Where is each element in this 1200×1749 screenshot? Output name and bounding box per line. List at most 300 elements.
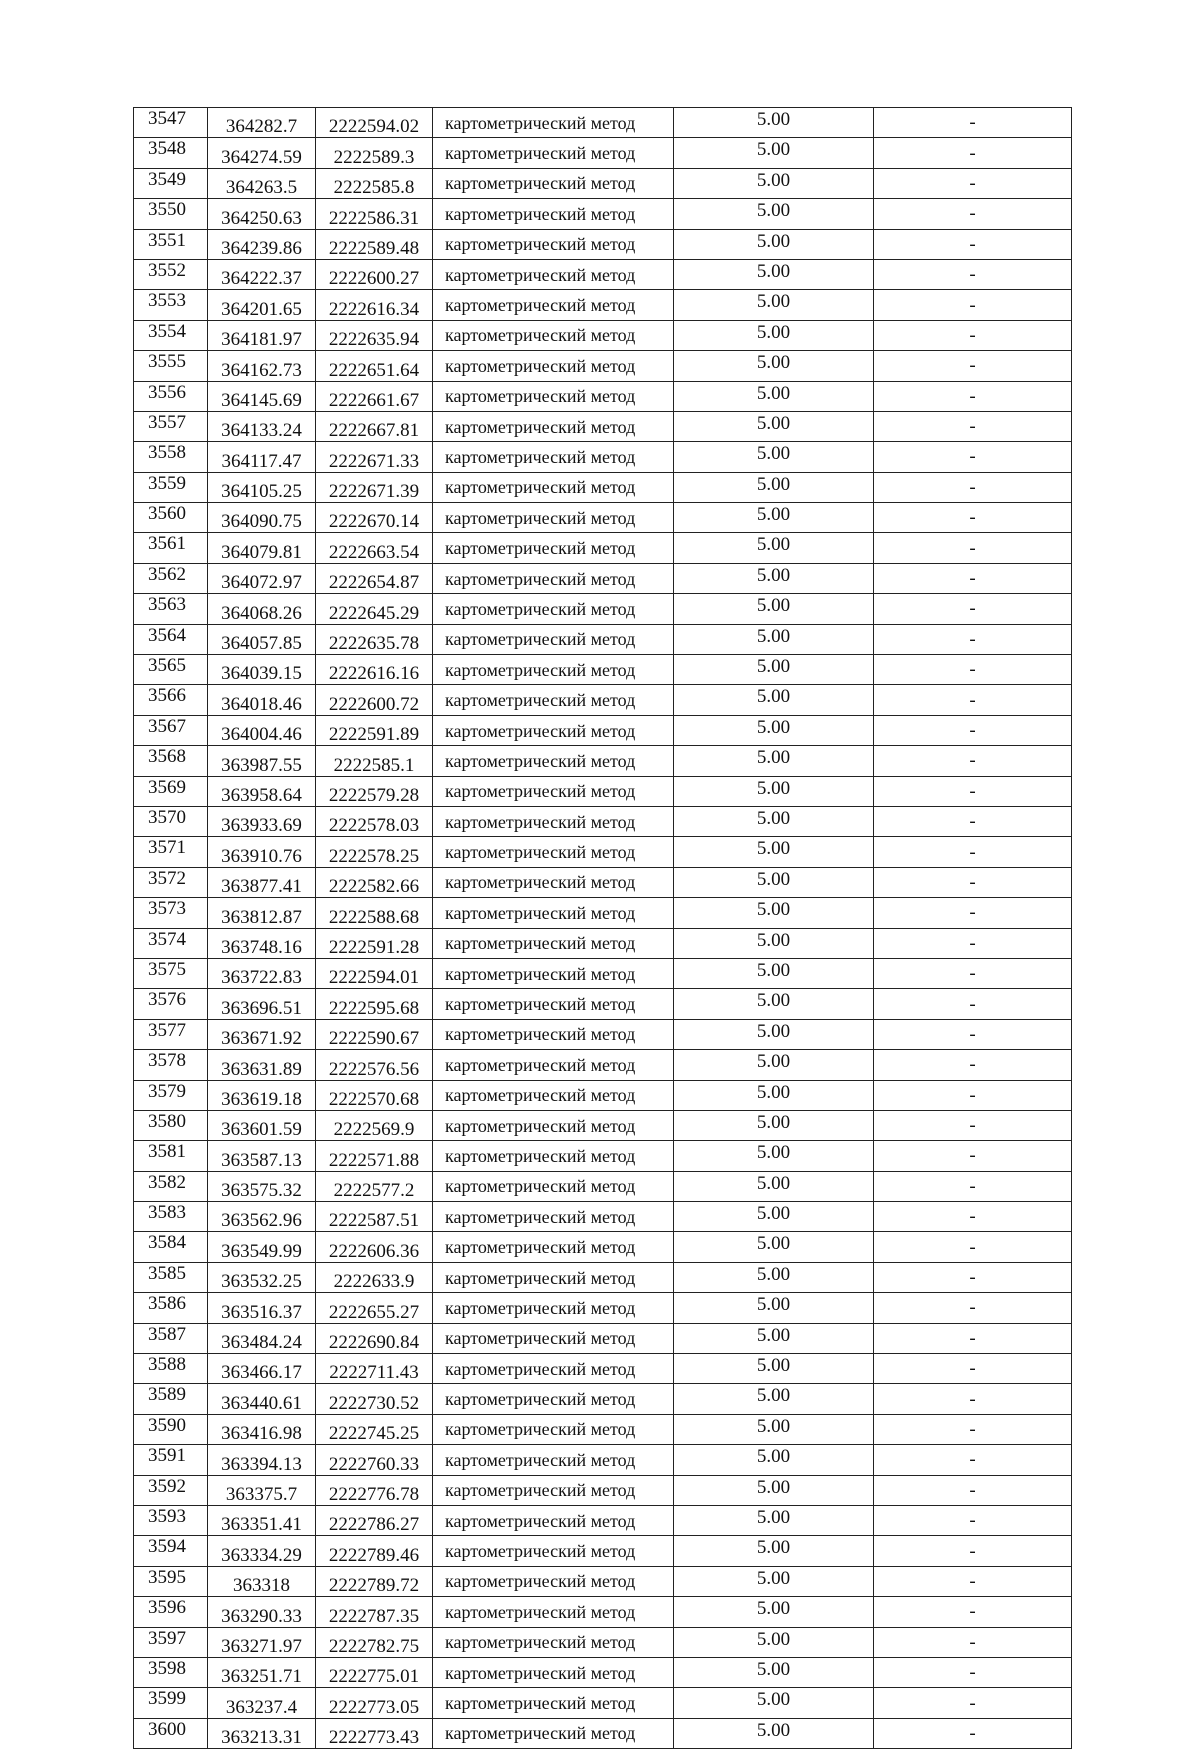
y-coordinate-cell: 2222789.46 bbox=[316, 1536, 433, 1566]
x-coordinate-cell: 364018.46 bbox=[208, 685, 316, 715]
y-coordinate-cell: 2222586.31 bbox=[316, 199, 433, 229]
y-coordinate-cell: 2222589.3 bbox=[316, 138, 433, 168]
description-cell: - bbox=[874, 1050, 1072, 1080]
table-row bbox=[134, 351, 1072, 381]
point-number-cell: 3597 bbox=[134, 1627, 208, 1657]
y-coordinate-cell: 2222616.16 bbox=[316, 655, 433, 685]
method-cell: картометрический метод bbox=[433, 320, 674, 350]
method-cell: картометрический метод bbox=[433, 1688, 674, 1718]
accuracy-cell: 5.00 bbox=[674, 1657, 874, 1687]
accuracy-cell: 5.00 bbox=[674, 290, 874, 320]
table-row bbox=[134, 1718, 1072, 1748]
description-cell: - bbox=[874, 928, 1072, 958]
y-coordinate-cell: 2222587.51 bbox=[316, 1202, 433, 1232]
x-coordinate-cell: 363318 bbox=[208, 1566, 316, 1596]
x-coordinate-cell: 363416.98 bbox=[208, 1414, 316, 1444]
y-coordinate-cell: 2222594.02 bbox=[316, 108, 433, 138]
x-coordinate-cell: 364072.97 bbox=[208, 563, 316, 593]
y-coordinate-cell: 2222594.01 bbox=[316, 958, 433, 988]
accuracy-cell: 5.00 bbox=[674, 411, 874, 441]
accuracy-cell: 5.00 bbox=[674, 1141, 874, 1171]
description-cell: - bbox=[874, 199, 1072, 229]
table-row bbox=[134, 806, 1072, 836]
accuracy-cell: 5.00 bbox=[674, 1354, 874, 1384]
description-cell: - bbox=[874, 1110, 1072, 1140]
table-row bbox=[134, 1657, 1072, 1687]
accuracy-cell: 5.00 bbox=[674, 503, 874, 533]
accuracy-cell: 5.00 bbox=[674, 806, 874, 836]
point-number-cell: 3551 bbox=[134, 229, 208, 259]
x-coordinate-cell: 364201.65 bbox=[208, 290, 316, 320]
y-coordinate-cell: 2222651.64 bbox=[316, 351, 433, 381]
method-cell: картометрический метод bbox=[433, 958, 674, 988]
x-coordinate-cell: 364090.75 bbox=[208, 503, 316, 533]
x-coordinate-cell: 364057.85 bbox=[208, 624, 316, 654]
accuracy-cell: 5.00 bbox=[674, 928, 874, 958]
table-row bbox=[134, 1019, 1072, 1049]
method-cell: картометрический метод bbox=[433, 1505, 674, 1535]
description-cell: - bbox=[874, 1080, 1072, 1110]
y-coordinate-cell: 2222760.33 bbox=[316, 1445, 433, 1475]
accuracy-cell: 5.00 bbox=[674, 867, 874, 897]
method-cell: картометрический метод bbox=[433, 655, 674, 685]
description-cell: - bbox=[874, 624, 1072, 654]
y-coordinate-cell: 2222661.67 bbox=[316, 381, 433, 411]
y-coordinate-cell: 2222645.29 bbox=[316, 594, 433, 624]
accuracy-cell: 5.00 bbox=[674, 168, 874, 198]
y-coordinate-cell: 2222576.56 bbox=[316, 1050, 433, 1080]
description-cell: - bbox=[874, 1141, 1072, 1171]
description-cell: - bbox=[874, 1597, 1072, 1627]
table-row bbox=[134, 168, 1072, 198]
accuracy-cell: 5.00 bbox=[674, 320, 874, 350]
accuracy-cell: 5.00 bbox=[674, 533, 874, 563]
point-number-cell: 3554 bbox=[134, 320, 208, 350]
table-row bbox=[134, 1110, 1072, 1140]
method-cell: картометрический метод bbox=[433, 1597, 674, 1627]
point-number-cell: 3586 bbox=[134, 1293, 208, 1323]
method-cell: картометрический метод bbox=[433, 381, 674, 411]
description-cell: - bbox=[874, 867, 1072, 897]
table-row bbox=[134, 108, 1072, 138]
table-row bbox=[134, 381, 1072, 411]
description-cell: - bbox=[874, 1688, 1072, 1718]
point-number-cell: 3589 bbox=[134, 1384, 208, 1414]
point-number-cell: 3567 bbox=[134, 715, 208, 745]
x-coordinate-cell: 363748.16 bbox=[208, 928, 316, 958]
table-row bbox=[134, 776, 1072, 806]
y-coordinate-cell: 2222578.03 bbox=[316, 806, 433, 836]
y-coordinate-cell: 2222616.34 bbox=[316, 290, 433, 320]
x-coordinate-cell: 363619.18 bbox=[208, 1080, 316, 1110]
description-cell: - bbox=[874, 533, 1072, 563]
accuracy-cell: 5.00 bbox=[674, 837, 874, 867]
accuracy-cell: 5.00 bbox=[674, 1262, 874, 1292]
x-coordinate-cell: 363987.55 bbox=[208, 746, 316, 776]
method-cell: картометрический метод bbox=[433, 442, 674, 472]
point-number-cell: 3550 bbox=[134, 199, 208, 229]
table-row bbox=[134, 1475, 1072, 1505]
y-coordinate-cell: 2222589.48 bbox=[316, 229, 433, 259]
y-coordinate-cell: 2222690.84 bbox=[316, 1323, 433, 1353]
table-row bbox=[134, 746, 1072, 776]
x-coordinate-cell: 364004.46 bbox=[208, 715, 316, 745]
table-row bbox=[134, 1050, 1072, 1080]
description-cell: - bbox=[874, 1718, 1072, 1748]
table-row bbox=[134, 594, 1072, 624]
description-cell: - bbox=[874, 229, 1072, 259]
description-cell: - bbox=[874, 259, 1072, 289]
description-cell: - bbox=[874, 1445, 1072, 1475]
x-coordinate-cell: 363271.97 bbox=[208, 1627, 316, 1657]
point-number-cell: 3581 bbox=[134, 1141, 208, 1171]
method-cell: картометрический метод bbox=[433, 290, 674, 320]
x-coordinate-cell: 363933.69 bbox=[208, 806, 316, 836]
method-cell: картометрический метод bbox=[433, 715, 674, 745]
accuracy-cell: 5.00 bbox=[674, 1627, 874, 1657]
accuracy-cell: 5.00 bbox=[674, 1080, 874, 1110]
point-number-cell: 3587 bbox=[134, 1323, 208, 1353]
description-cell: - bbox=[874, 1384, 1072, 1414]
description-cell: - bbox=[874, 1232, 1072, 1262]
description-cell: - bbox=[874, 1536, 1072, 1566]
method-cell: картометрический метод bbox=[433, 229, 674, 259]
accuracy-cell: 5.00 bbox=[674, 563, 874, 593]
point-number-cell: 3560 bbox=[134, 503, 208, 533]
description-cell: - bbox=[874, 563, 1072, 593]
table-row bbox=[134, 503, 1072, 533]
x-coordinate-cell: 364181.97 bbox=[208, 320, 316, 350]
point-number-cell: 3582 bbox=[134, 1171, 208, 1201]
x-coordinate-cell: 363631.89 bbox=[208, 1050, 316, 1080]
x-coordinate-cell: 363394.13 bbox=[208, 1445, 316, 1475]
method-cell: картометрический метод bbox=[433, 138, 674, 168]
method-cell: картометрический метод bbox=[433, 776, 674, 806]
description-cell: - bbox=[874, 1414, 1072, 1444]
table-row bbox=[134, 1445, 1072, 1475]
point-number-cell: 3578 bbox=[134, 1050, 208, 1080]
method-cell: картометрический метод bbox=[433, 837, 674, 867]
accuracy-cell: 5.00 bbox=[674, 1202, 874, 1232]
accuracy-cell: 5.00 bbox=[674, 655, 874, 685]
accuracy-cell: 5.00 bbox=[674, 229, 874, 259]
method-cell: картометрический метод bbox=[433, 259, 674, 289]
method-cell: картометрический метод bbox=[433, 1232, 674, 1262]
point-number-cell: 3592 bbox=[134, 1475, 208, 1505]
point-number-cell: 3553 bbox=[134, 290, 208, 320]
point-number-cell: 3585 bbox=[134, 1262, 208, 1292]
description-cell: - bbox=[874, 1354, 1072, 1384]
table-row bbox=[134, 655, 1072, 685]
method-cell: картометрический метод bbox=[433, 1445, 674, 1475]
x-coordinate-cell: 363237.4 bbox=[208, 1688, 316, 1718]
method-cell: картометрический метод bbox=[433, 806, 674, 836]
point-number-cell: 3548 bbox=[134, 138, 208, 168]
table-row bbox=[134, 320, 1072, 350]
point-number-cell: 3600 bbox=[134, 1718, 208, 1748]
y-coordinate-cell: 2222635.94 bbox=[316, 320, 433, 350]
method-cell: картометрический метод bbox=[433, 472, 674, 502]
x-coordinate-cell: 364117.47 bbox=[208, 442, 316, 472]
description-cell: - bbox=[874, 1019, 1072, 1049]
table-row bbox=[134, 259, 1072, 289]
point-number-cell: 3573 bbox=[134, 898, 208, 928]
description-cell: - bbox=[874, 320, 1072, 350]
point-number-cell: 3568 bbox=[134, 746, 208, 776]
y-coordinate-cell: 2222590.67 bbox=[316, 1019, 433, 1049]
point-number-cell: 3595 bbox=[134, 1566, 208, 1596]
description-cell: - bbox=[874, 776, 1072, 806]
point-number-cell: 3562 bbox=[134, 563, 208, 593]
accuracy-cell: 5.00 bbox=[674, 1323, 874, 1353]
method-cell: картометрический метод bbox=[433, 1262, 674, 1292]
method-cell: картометрический метод bbox=[433, 563, 674, 593]
table-row bbox=[134, 898, 1072, 928]
y-coordinate-cell: 2222773.43 bbox=[316, 1718, 433, 1748]
point-number-cell: 3584 bbox=[134, 1232, 208, 1262]
table-row bbox=[134, 1323, 1072, 1353]
method-cell: картометрический метод bbox=[433, 989, 674, 1019]
point-number-cell: 3564 bbox=[134, 624, 208, 654]
y-coordinate-cell: 2222585.1 bbox=[316, 746, 433, 776]
y-coordinate-cell: 2222595.68 bbox=[316, 989, 433, 1019]
x-coordinate-cell: 364263.5 bbox=[208, 168, 316, 198]
table-row bbox=[134, 411, 1072, 441]
description-cell: - bbox=[874, 442, 1072, 472]
y-coordinate-cell: 2222667.81 bbox=[316, 411, 433, 441]
method-cell: картометрический метод bbox=[433, 594, 674, 624]
description-cell: - bbox=[874, 411, 1072, 441]
description-cell: - bbox=[874, 290, 1072, 320]
point-number-cell: 3575 bbox=[134, 958, 208, 988]
point-number-cell: 3572 bbox=[134, 867, 208, 897]
point-number-cell: 3555 bbox=[134, 351, 208, 381]
description-cell: - bbox=[874, 806, 1072, 836]
point-number-cell: 3549 bbox=[134, 168, 208, 198]
table-row bbox=[134, 138, 1072, 168]
table-row bbox=[134, 1171, 1072, 1201]
x-coordinate-cell: 363440.61 bbox=[208, 1384, 316, 1414]
accuracy-cell: 5.00 bbox=[674, 381, 874, 411]
table-row bbox=[134, 1080, 1072, 1110]
point-number-cell: 3593 bbox=[134, 1505, 208, 1535]
y-coordinate-cell: 2222670.14 bbox=[316, 503, 433, 533]
y-coordinate-cell: 2222730.52 bbox=[316, 1384, 433, 1414]
y-coordinate-cell: 2222579.28 bbox=[316, 776, 433, 806]
y-coordinate-cell: 2222776.78 bbox=[316, 1475, 433, 1505]
method-cell: картометрический метод bbox=[433, 503, 674, 533]
x-coordinate-cell: 363351.41 bbox=[208, 1505, 316, 1535]
accuracy-cell: 5.00 bbox=[674, 1110, 874, 1140]
table-row bbox=[134, 989, 1072, 1019]
description-cell: - bbox=[874, 108, 1072, 138]
table-row bbox=[134, 472, 1072, 502]
y-coordinate-cell: 2222582.66 bbox=[316, 867, 433, 897]
table-row bbox=[134, 1202, 1072, 1232]
accuracy-cell: 5.00 bbox=[674, 594, 874, 624]
point-number-cell: 3599 bbox=[134, 1688, 208, 1718]
point-number-cell: 3559 bbox=[134, 472, 208, 502]
method-cell: картометрический метод bbox=[433, 1110, 674, 1140]
x-coordinate-cell: 364274.59 bbox=[208, 138, 316, 168]
point-number-cell: 3570 bbox=[134, 806, 208, 836]
y-coordinate-cell: 2222654.87 bbox=[316, 563, 433, 593]
table-row bbox=[134, 1688, 1072, 1718]
accuracy-cell: 5.00 bbox=[674, 1384, 874, 1414]
description-cell: - bbox=[874, 503, 1072, 533]
x-coordinate-cell: 364133.24 bbox=[208, 411, 316, 441]
x-coordinate-cell: 363375.7 bbox=[208, 1475, 316, 1505]
method-cell: картометрический метод bbox=[433, 624, 674, 654]
x-coordinate-cell: 363562.96 bbox=[208, 1202, 316, 1232]
x-coordinate-cell: 363601.59 bbox=[208, 1110, 316, 1140]
accuracy-cell: 5.00 bbox=[674, 1050, 874, 1080]
coordinates-table-body bbox=[134, 108, 1072, 1749]
table-row bbox=[134, 624, 1072, 654]
x-coordinate-cell: 363251.71 bbox=[208, 1657, 316, 1687]
table-row bbox=[134, 563, 1072, 593]
point-number-cell: 3565 bbox=[134, 655, 208, 685]
y-coordinate-cell: 2222591.89 bbox=[316, 715, 433, 745]
y-coordinate-cell: 2222571.88 bbox=[316, 1141, 433, 1171]
method-cell: картометрический метод bbox=[433, 1657, 674, 1687]
table-row bbox=[134, 1536, 1072, 1566]
method-cell: картометрический метод bbox=[433, 533, 674, 563]
point-number-cell: 3563 bbox=[134, 594, 208, 624]
x-coordinate-cell: 363696.51 bbox=[208, 989, 316, 1019]
point-number-cell: 3556 bbox=[134, 381, 208, 411]
method-cell: картометрический метод bbox=[433, 1627, 674, 1657]
method-cell: картометрический метод bbox=[433, 898, 674, 928]
accuracy-cell: 5.00 bbox=[674, 1019, 874, 1049]
y-coordinate-cell: 2222570.68 bbox=[316, 1080, 433, 1110]
point-number-cell: 3571 bbox=[134, 837, 208, 867]
table-row bbox=[134, 837, 1072, 867]
accuracy-cell: 5.00 bbox=[674, 746, 874, 776]
y-coordinate-cell: 2222782.75 bbox=[316, 1627, 433, 1657]
table-row bbox=[134, 685, 1072, 715]
method-cell: картометрический метод bbox=[433, 685, 674, 715]
x-coordinate-cell: 363910.76 bbox=[208, 837, 316, 867]
y-coordinate-cell: 2222789.72 bbox=[316, 1566, 433, 1596]
table-row bbox=[134, 1293, 1072, 1323]
point-number-cell: 3547 bbox=[134, 108, 208, 138]
x-coordinate-cell: 363877.41 bbox=[208, 867, 316, 897]
x-coordinate-cell: 364145.69 bbox=[208, 381, 316, 411]
description-cell: - bbox=[874, 898, 1072, 928]
description-cell: - bbox=[874, 1475, 1072, 1505]
accuracy-cell: 5.00 bbox=[674, 1475, 874, 1505]
x-coordinate-cell: 364239.86 bbox=[208, 229, 316, 259]
x-coordinate-cell: 363484.24 bbox=[208, 1323, 316, 1353]
accuracy-cell: 5.00 bbox=[674, 1597, 874, 1627]
y-coordinate-cell: 2222600.27 bbox=[316, 259, 433, 289]
y-coordinate-cell: 2222773.05 bbox=[316, 1688, 433, 1718]
x-coordinate-cell: 364222.37 bbox=[208, 259, 316, 289]
y-coordinate-cell: 2222775.01 bbox=[316, 1657, 433, 1687]
point-number-cell: 3566 bbox=[134, 685, 208, 715]
accuracy-cell: 5.00 bbox=[674, 1414, 874, 1444]
x-coordinate-cell: 363334.29 bbox=[208, 1536, 316, 1566]
description-cell: - bbox=[874, 472, 1072, 502]
accuracy-cell: 5.00 bbox=[674, 1232, 874, 1262]
table-row bbox=[134, 533, 1072, 563]
y-coordinate-cell: 2222600.72 bbox=[316, 685, 433, 715]
table-row bbox=[134, 867, 1072, 897]
accuracy-cell: 5.00 bbox=[674, 1505, 874, 1535]
method-cell: картометрический метод bbox=[433, 1566, 674, 1596]
table-row bbox=[134, 1354, 1072, 1384]
table-row bbox=[134, 1505, 1072, 1535]
description-cell: - bbox=[874, 1657, 1072, 1687]
x-coordinate-cell: 364068.26 bbox=[208, 594, 316, 624]
description-cell: - bbox=[874, 989, 1072, 1019]
x-coordinate-cell: 363532.25 bbox=[208, 1262, 316, 1292]
accuracy-cell: 5.00 bbox=[674, 624, 874, 654]
table-row bbox=[134, 1141, 1072, 1171]
accuracy-cell: 5.00 bbox=[674, 1293, 874, 1323]
table-row bbox=[134, 442, 1072, 472]
x-coordinate-cell: 364282.7 bbox=[208, 108, 316, 138]
y-coordinate-cell: 2222655.27 bbox=[316, 1293, 433, 1323]
y-coordinate-cell: 2222588.68 bbox=[316, 898, 433, 928]
method-cell: картометрический метод bbox=[433, 199, 674, 229]
table-row bbox=[134, 715, 1072, 745]
description-cell: - bbox=[874, 1262, 1072, 1292]
point-number-cell: 3558 bbox=[134, 442, 208, 472]
x-coordinate-cell: 363587.13 bbox=[208, 1141, 316, 1171]
description-cell: - bbox=[874, 746, 1072, 776]
accuracy-cell: 5.00 bbox=[674, 685, 874, 715]
y-coordinate-cell: 2222711.43 bbox=[316, 1354, 433, 1384]
method-cell: картометрический метод bbox=[433, 1384, 674, 1414]
x-coordinate-cell: 364039.15 bbox=[208, 655, 316, 685]
x-coordinate-cell: 364250.63 bbox=[208, 199, 316, 229]
x-coordinate-cell: 363722.83 bbox=[208, 958, 316, 988]
point-number-cell: 3574 bbox=[134, 928, 208, 958]
method-cell: картометрический метод bbox=[433, 1354, 674, 1384]
y-coordinate-cell: 2222578.25 bbox=[316, 837, 433, 867]
point-number-cell: 3594 bbox=[134, 1536, 208, 1566]
x-coordinate-cell: 363812.87 bbox=[208, 898, 316, 928]
method-cell: картометрический метод bbox=[433, 1293, 674, 1323]
point-number-cell: 3569 bbox=[134, 776, 208, 806]
x-coordinate-cell: 363958.64 bbox=[208, 776, 316, 806]
description-cell: - bbox=[874, 1323, 1072, 1353]
table-row bbox=[134, 1232, 1072, 1262]
x-coordinate-cell: 363290.33 bbox=[208, 1597, 316, 1627]
table-row bbox=[134, 1262, 1072, 1292]
method-cell: картометрический метод bbox=[433, 746, 674, 776]
description-cell: - bbox=[874, 594, 1072, 624]
accuracy-cell: 5.00 bbox=[674, 1688, 874, 1718]
point-number-cell: 3577 bbox=[134, 1019, 208, 1049]
method-cell: картометрический метод bbox=[433, 1536, 674, 1566]
point-number-cell: 3579 bbox=[134, 1080, 208, 1110]
method-cell: картометрический метод bbox=[433, 867, 674, 897]
y-coordinate-cell: 2222671.33 bbox=[316, 442, 433, 472]
x-coordinate-cell: 363213.31 bbox=[208, 1718, 316, 1748]
x-coordinate-cell: 363549.99 bbox=[208, 1232, 316, 1262]
point-number-cell: 3576 bbox=[134, 989, 208, 1019]
y-coordinate-cell: 2222745.25 bbox=[316, 1414, 433, 1444]
description-cell: - bbox=[874, 655, 1072, 685]
method-cell: картометрический метод bbox=[433, 411, 674, 441]
y-coordinate-cell: 2222585.8 bbox=[316, 168, 433, 198]
description-cell: - bbox=[874, 168, 1072, 198]
table-row bbox=[134, 1414, 1072, 1444]
method-cell: картометрический метод bbox=[433, 1475, 674, 1505]
